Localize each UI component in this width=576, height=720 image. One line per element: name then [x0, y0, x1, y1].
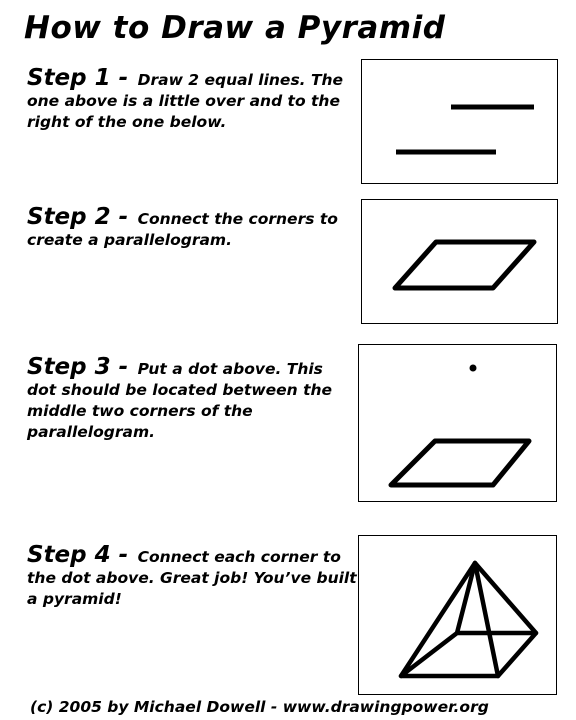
step-4-text: Connect each corner to the dot above. Great job! You’ve built a pyramid!: [27, 548, 357, 608]
step-1-heading: Step 1 -: [27, 65, 129, 91]
parallelogram-shape: [391, 441, 529, 485]
edge-left-front: [401, 563, 475, 676]
two-offset-lines-drawing: [362, 60, 557, 183]
parallelogram-shape: [395, 242, 534, 288]
step-2-text: Connect the corners to create a parallelogram.: [27, 210, 338, 249]
edge-right-front: [475, 563, 498, 676]
pyramid-base: [401, 633, 536, 676]
parallelogram-with-dot-drawing: [359, 345, 556, 501]
step-3-heading: Step 3 -: [27, 354, 129, 380]
step-3-illustration: [358, 344, 557, 502]
step-3-instructions: [27, 354, 357, 443]
step-1-instructions: [27, 65, 357, 133]
step-2-instructions: [27, 204, 357, 251]
pyramid-drawing: [359, 536, 556, 694]
step-2-illustration: [361, 199, 558, 324]
page-title: How to Draw a Pyramid: [24, 10, 446, 46]
step-4-heading: Step 4 -: [27, 542, 129, 568]
parallelogram-drawing: [362, 200, 557, 323]
step-1-text: Draw 2 equal lines. The one above is a little over and to the right of the one below.: [27, 71, 344, 131]
step-4-instructions: [27, 542, 357, 610]
step-3-text: Put a dot above. This dot should be located between the middle two corners of the parallelogram.: [27, 360, 333, 441]
apex-dot: [470, 365, 477, 372]
copyright-footer: (c) 2005 by Michael Dowell - www.drawingpower.org: [30, 698, 489, 716]
step-1-illustration: [361, 59, 558, 184]
step-4-illustration: [358, 535, 557, 695]
step-2-heading: Step 2 -: [27, 204, 129, 230]
